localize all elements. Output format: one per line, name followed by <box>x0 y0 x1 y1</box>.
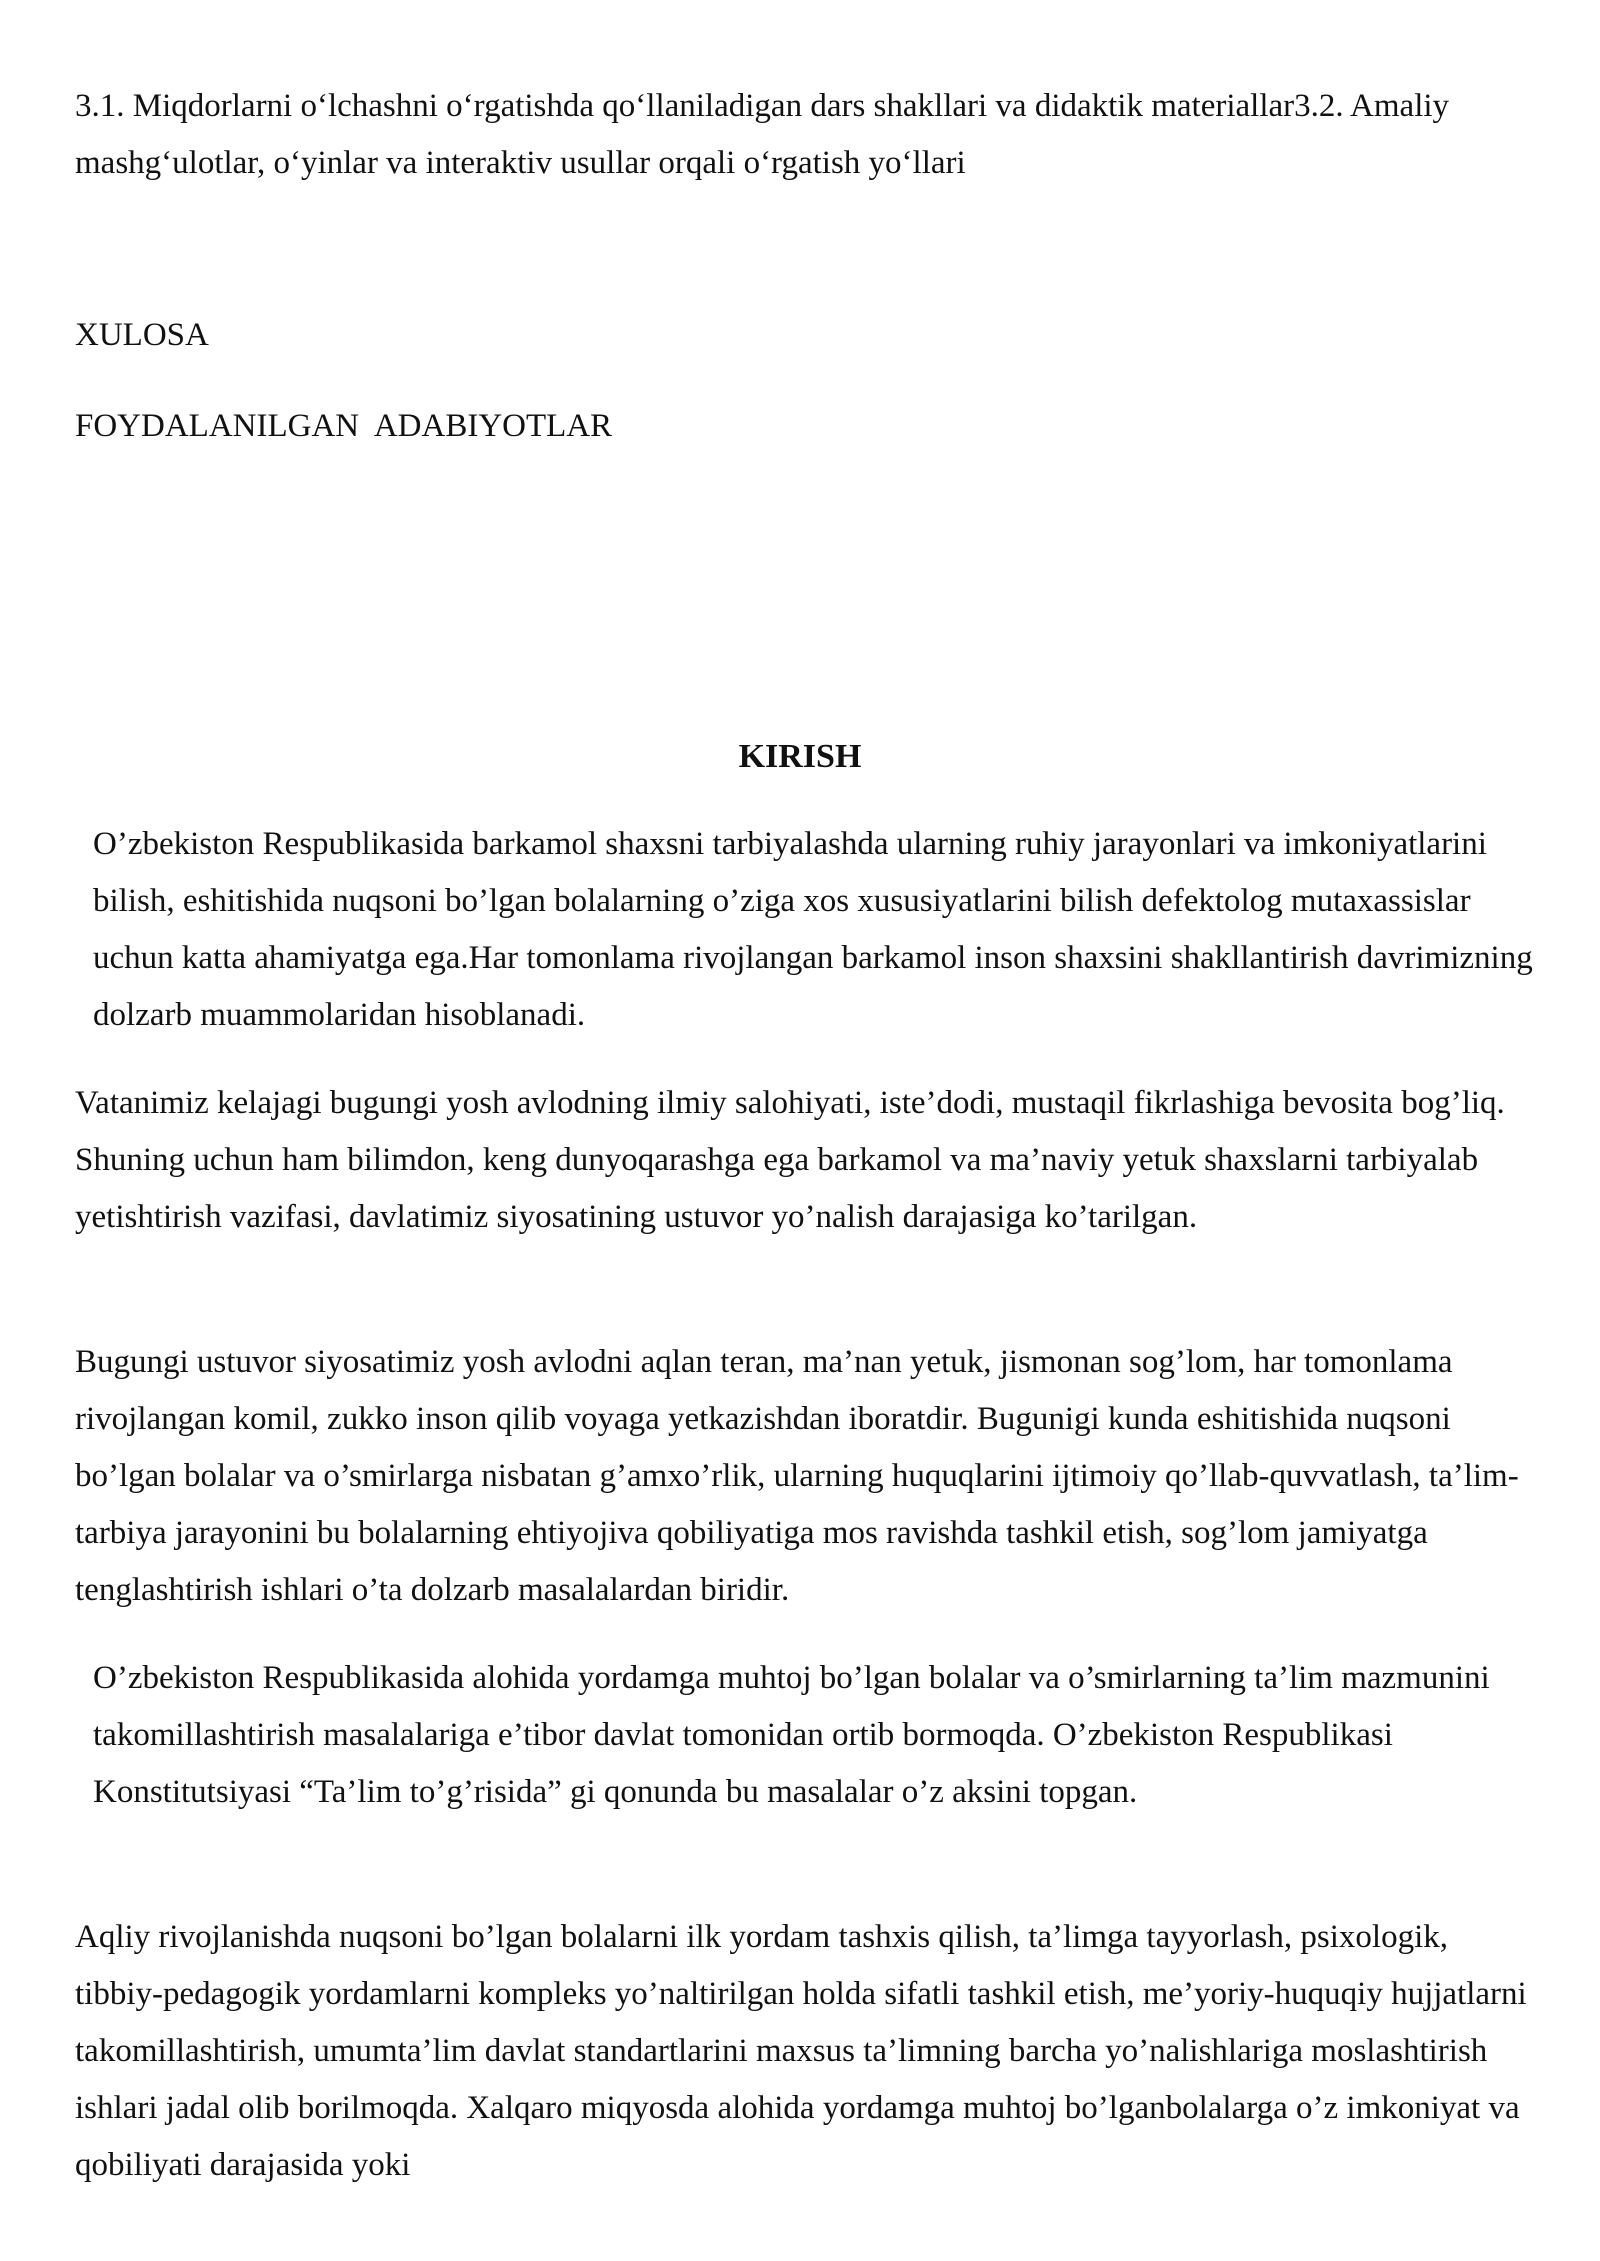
section-heading: KIRISH <box>738 738 862 775</box>
paragraph: O’zbekiston Respublikasida alohida yordamga muhtoj bo’lgan bolalar va o’smirlarning ta’lim mazmunini takomillashtirish masalalariga e’tibor davlat tomonidan ortib bormoqda. O’zbekiston Respublikasi Konstitutsiyasi “Ta’lim to’g’risida” gi qonunda bu masalalar o’z aksini topgan. <box>93 1660 1490 1810</box>
paragraph: O’zbekiston Respublikasida barkamol shaxsni tarbiyalashda ularning ruhiy jarayonlari va imkoniyatlarini bilish, eshitishida nuqsoni bo’lgan bolalarning o’ziga xos xususiyatlarini bilish defektolog mutaxassislar uchun katta ahamiyatga ega.Har tomonlama rivojlangan barkamol inson shaxsini shakllantirish davrimizning dolzarb muammolaridan hisoblanadi. <box>93 826 1533 1033</box>
toc-item-text: 3.1. Miqdorlarni o‘lchashni o‘rgatishda qo‘llaniladigan dars shakllari va didaktik materiallar3.2. Amaliy mashg‘ulotlar, o‘yinlar va interaktiv usullar orqali o‘rgatish yo‘llari <box>75 88 1450 181</box>
toc-xulosa-text: XULOSA <box>75 317 209 353</box>
toc-item-3-1 <box>75 78 1535 192</box>
toc-item-adabiyotlar <box>75 398 1535 455</box>
paragraph: Bugungi ustuvor siyosatimiz yosh avlodni aqlan teran, ma’nan yetuk, jismonan sog’lom, har tomonlama rivojlangan komil, zukko inson qilib voyaga yetkazishdan iboratdir. Bugunigi kunda eshitishida nuqsoni bo’lgan bolalar va o’smirlarga nisbatan g’amxo’rlik, ularning huquqlarini ijtimoiy qo’llab-quvvatlash, ta’lim-tarbiya jarayonini bu bolalarning ehtiyojiva qobiliyatiga mos ravishda tashkil etish, sog’lom jamiyatga tenglashtirish ishlari o’ta dolzarb masalalardan biridir. <box>75 1344 1519 1608</box>
paragraph: Vatanimiz kelajagi bugungi yosh avlodning ilmiy salohiyati, iste’dodi, mustaqil fikrlashiga bevosita bog’liq. Shuning uchun ham bilimdon, keng dunyoqarashga ega barkamol va ma’naviy yetuk shaxslarni tarbiyalab yetishtirish vazifasi, davlatimiz siyosatining ustuvor yo’nalish darajasiga ko’tarilgan. <box>75 1085 1505 1235</box>
paragraph: Aqliy rivojlanishda nuqsoni bo’lgan bolalarni ilk yordam tashxis qilish, ta’limga tayyorlash, psixologik, tibbiy-pedagogik yordamlarni kompleks yo’naltirilgan holda sifatli tashkil etish, me’yoriy-huquqiy hujjatlarni takomillashtirish, umumta’lim davlat standartlarini maxsus ta’limning barcha yo’nalishlariga moslashtirish ishlari jadal olib borilmoqda. Xalqaro miqyosda alohida yordamga muhtoj bo’lganbolalarga o’z imkoniyat va qobiliyati darajasida yoki <box>75 1919 1527 2183</box>
toc-adabiyotlar-text: FOYDALANILGAN ADABIYOTLAR <box>75 408 613 444</box>
toc-item-xulosa <box>75 307 1535 364</box>
